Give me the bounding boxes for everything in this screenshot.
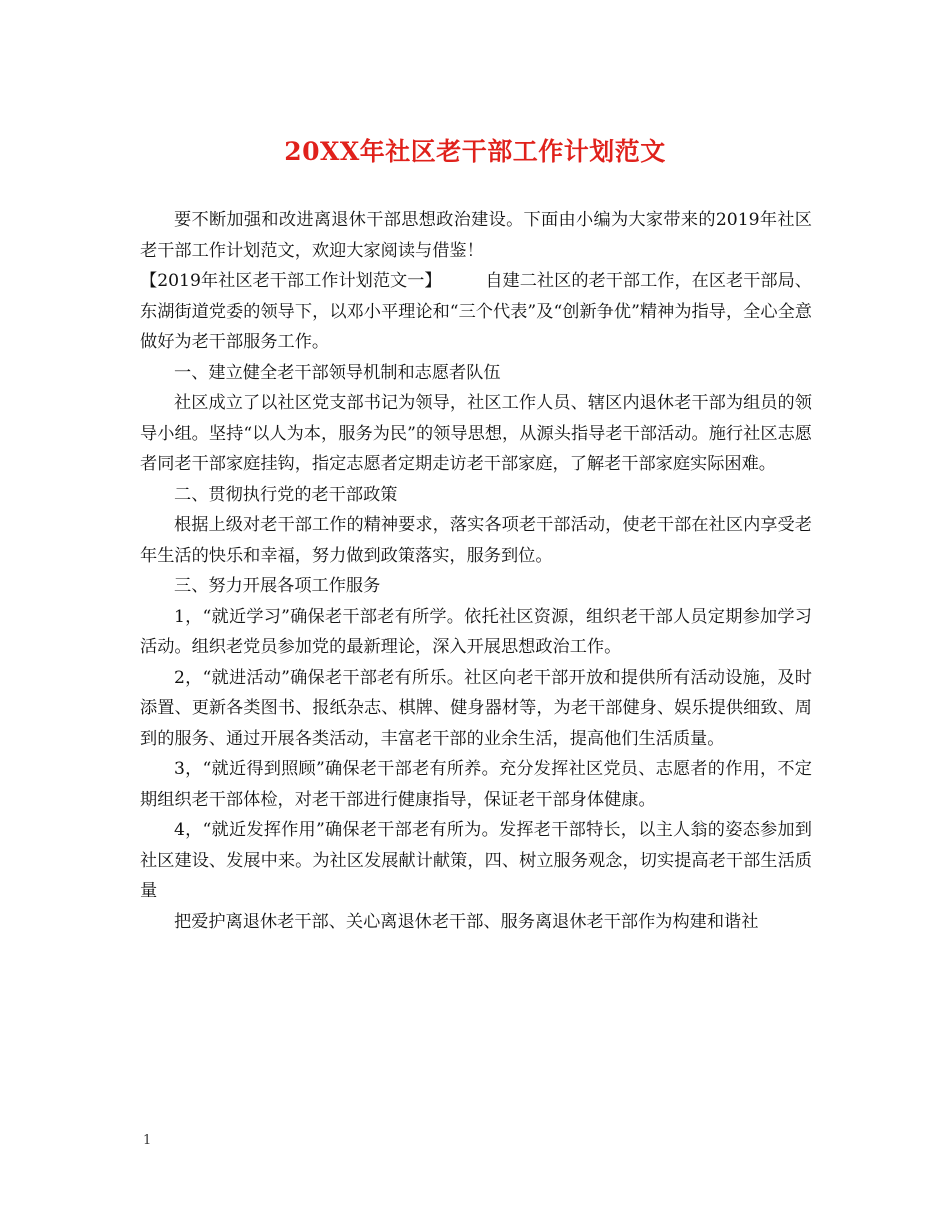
list-item-3: 3，“就近得到照顾”确保老干部老有所养。充分发挥社区党员、志愿者的作用，不定期组织老干部体检，对老干部进行健康指导，保证老干部身体健康。 xyxy=(140,759,812,810)
section-heading-3: 三、努力开展各项工作服务 xyxy=(174,576,381,596)
document-body xyxy=(140,205,812,937)
page-title: 20XX年社区老干部工作计划范文 xyxy=(284,137,666,166)
section-heading-1: 一、建立健全老干部领导机制和志愿者队伍 xyxy=(174,362,501,383)
section-heading-2: 二、贯彻执行党的老干部政策 xyxy=(174,484,398,505)
paragraph-truncated: 把爱护离退休老干部、关心离退休老干部、服务离退休老干部作为构建和谐社 xyxy=(174,911,759,932)
paragraph-sample-one: 【2019年社区老干部工作计划范文一】 自建二社区的老干部工作，在区老干部局、东湖街道党委的领导下，以邓小平理论和“三个代表”及“创新争优”精神为指导，全心全意做好为老干部服务工作。 xyxy=(140,271,812,352)
list-item-4: 4，“就近发挥作用”确保老干部老有所为。发挥老干部特长，以主人翁的姿态参加到社区建设、发展中来。为社区发展献计献策，四、树立服务观念，切实提高老干部生活质量 xyxy=(140,820,812,901)
page-number: 1 xyxy=(143,1133,152,1148)
paragraph: 根据上级对老干部工作的精神要求，落实各项老干部活动，使老干部在社区内享受老年生活的快乐和幸福，努力做到政策落实，服务到位。 xyxy=(140,515,812,566)
list-item-2: 2，“就进活动”确保老干部老有所乐。社区向老干部开放和提供所有活动设施，及时添置、更新各类图书、报纸杂志、棋牌、健身器材等，为老干部健身、娱乐提供细致、周到的服务、通过开展各类活动，丰富老干部的业余生活，提高他们生活质量。 xyxy=(140,667,812,749)
paragraph-intro: 要不断加强和改进离退休干部思想政治建设。下面由小编为大家带来的2019年社区老干部工作计划范文，欢迎大家阅读与借鉴！ xyxy=(140,210,812,261)
list-item-1: 1，“就近学习”确保老干部老有所学。依托社区资源，组织老干部人员定期参加学习活动。组织老党员参加党的最新理论，深入开展思想政治工作。 xyxy=(140,606,812,657)
paragraph: 社区成立了以社区党支部书记为领导，社区工作人员、辖区内退休老干部为组员的领导小组。坚持“以人为本，服务为民”的领导思想，从源头指导老干部活动。施行社区志愿者同老干部家庭挂钩，指定志愿者定期走访老干部家庭，了解老干部家庭实际困难。 xyxy=(140,393,812,474)
